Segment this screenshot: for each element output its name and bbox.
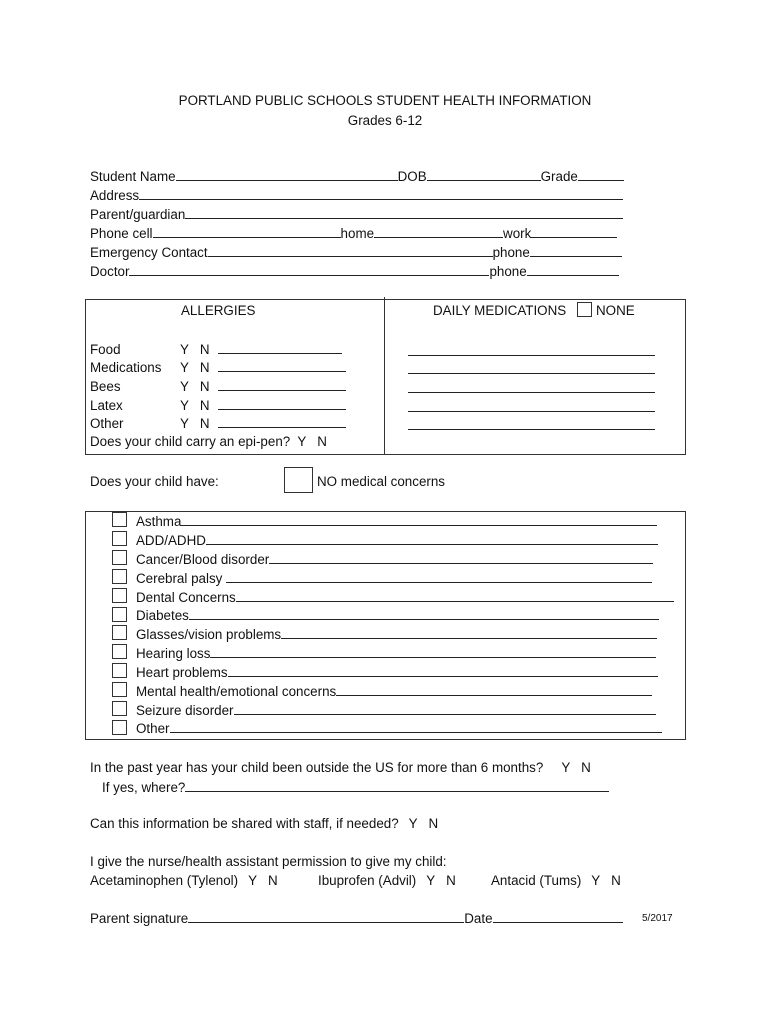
doctor-label: Doctor: [90, 264, 130, 279]
condition-item: Hearing loss: [136, 645, 656, 661]
condition-item: Asthma: [136, 513, 657, 529]
doctor-phone-label: phone: [489, 264, 527, 279]
allergy-item: Bees Y N: [90, 378, 346, 394]
condition-checkbox[interactable]: [112, 644, 127, 659]
travel-yn: Y N: [561, 760, 591, 775]
permission-med: Ibuprofen (Advil) Y N: [318, 873, 456, 888]
condition-item: Cerebral palsy: [136, 570, 652, 586]
permission-statement: I give the nurse/health assistant permission to give my child:: [90, 854, 447, 869]
parent-field[interactable]: [185, 206, 623, 219]
emergency-label: Emergency Contact: [90, 245, 208, 260]
form-subtitle: Grades 6-12: [347, 113, 423, 128]
phone-cell-label: Phone cell: [90, 226, 153, 241]
condition-item: Diabetes: [136, 607, 659, 623]
work-label: work: [503, 226, 532, 241]
student-name-label: Student Name: [90, 169, 176, 184]
conditions-question: Does your child have:: [90, 474, 219, 489]
medications-none-label: NONE: [596, 303, 635, 318]
allergy-detail-field[interactable]: [218, 397, 346, 410]
emergency-phone-label: phone: [492, 245, 530, 260]
condition-detail-field[interactable]: [181, 513, 657, 526]
travel-where-label: If yes, where?: [102, 780, 186, 795]
condition-detail-field[interactable]: [281, 626, 657, 639]
dob-field[interactable]: [427, 168, 541, 181]
home-label: home: [340, 226, 375, 241]
condition-item: Glasses/vision problems: [136, 626, 657, 642]
condition-checkbox[interactable]: [112, 720, 127, 735]
condition-detail-field[interactable]: [206, 532, 658, 545]
condition-checkbox[interactable]: [112, 607, 127, 622]
signature-field[interactable]: [188, 910, 464, 923]
allergy-item: Food Y N: [90, 341, 342, 357]
allergy-item: Latex Y N: [90, 397, 346, 413]
no-concerns-label: NO medical concerns: [317, 474, 446, 489]
condition-item: Heart problems: [136, 664, 658, 680]
allergy-item: Medications Y N: [90, 359, 346, 375]
phone-cell-field[interactable]: [153, 225, 341, 238]
condition-detail-field[interactable]: [234, 702, 656, 715]
parent-row: [90, 206, 623, 224]
condition-checkbox[interactable]: [112, 625, 127, 640]
permission-med: Acetaminophen (Tylenol) Y N: [90, 873, 278, 888]
medication-line[interactable]: [408, 411, 655, 412]
medication-line[interactable]: [408, 392, 655, 393]
condition-item: Cancer/Blood disorder: [136, 551, 653, 567]
condition-detail-field[interactable]: [269, 551, 653, 564]
signature-row: [90, 910, 623, 926]
share-question: Can this information be shared with staff, if needed?: [90, 816, 399, 831]
allergy-detail-field[interactable]: [218, 341, 342, 354]
condition-checkbox[interactable]: [112, 550, 127, 565]
home-phone-field[interactable]: [374, 225, 503, 238]
condition-item: Mental health/emotional concerns: [136, 683, 652, 699]
travel-where-row: [102, 779, 609, 795]
no-concerns-checkbox[interactable]: [284, 467, 313, 493]
condition-checkbox[interactable]: [112, 682, 127, 697]
condition-checkbox[interactable]: [112, 512, 127, 527]
dob-label: DOB: [397, 169, 427, 184]
epipen-question: Does your child carry an epi-pen? Y N: [90, 434, 327, 449]
doctor-field[interactable]: [129, 263, 489, 276]
box-divider: [384, 297, 385, 455]
grade-field[interactable]: [578, 168, 624, 181]
form-title: PORTLAND PUBLIC SCHOOLS STUDENT HEALTH INFORMATION: [178, 93, 592, 108]
doctor-phone-field[interactable]: [527, 263, 619, 276]
permission-med: Antacid (Tums) Y N: [491, 873, 621, 888]
allergies-heading: ALLERGIES: [181, 303, 256, 318]
medications-heading: DAILY MEDICATIONS: [433, 303, 567, 318]
condition-detail-field[interactable]: [236, 589, 674, 602]
signature-label: Parent signature: [90, 911, 189, 926]
condition-item: ADD/ADHD: [136, 532, 658, 548]
allergy-item: Other Y N: [90, 415, 346, 431]
share-question-row: [90, 816, 438, 831]
date-field[interactable]: [493, 910, 623, 923]
allergy-detail-field[interactable]: [218, 378, 346, 391]
condition-checkbox[interactable]: [112, 663, 127, 678]
travel-question: In the past year has your child been outside the US for more than 6 months?: [90, 760, 544, 775]
date-label: Date: [464, 911, 493, 926]
student-name-row: [90, 168, 624, 186]
medication-line[interactable]: [408, 355, 655, 356]
work-phone-field[interactable]: [531, 225, 617, 238]
condition-detail-field[interactable]: [226, 570, 652, 583]
medication-line[interactable]: [408, 373, 655, 374]
emergency-row: [90, 244, 622, 262]
condition-item: Other: [136, 720, 662, 736]
address-row: [90, 187, 623, 205]
condition-detail-field[interactable]: [210, 645, 656, 658]
emergency-phone-field[interactable]: [530, 244, 622, 257]
grade-label: Grade: [540, 169, 578, 184]
address-field[interactable]: [139, 187, 623, 200]
medication-line[interactable]: [408, 429, 655, 430]
travel-where-field[interactable]: [185, 779, 609, 792]
condition-detail-field[interactable]: [336, 683, 652, 696]
student-name-field[interactable]: [176, 168, 398, 181]
condition-checkbox[interactable]: [112, 569, 127, 584]
medications-none-checkbox[interactable]: [577, 302, 592, 317]
emergency-field[interactable]: [208, 244, 493, 257]
address-label: Address: [90, 188, 140, 203]
share-yn: Y N: [408, 816, 439, 831]
allergy-detail-field[interactable]: [218, 359, 346, 372]
condition-detail-field[interactable]: [170, 720, 662, 733]
condition-detail-field[interactable]: [228, 664, 658, 677]
condition-item: Seizure disorder: [136, 702, 656, 718]
revision-date: 5/2017: [642, 913, 673, 924]
allergies-medications-box: [85, 299, 686, 455]
travel-question-row: [90, 760, 591, 775]
condition-detail-field[interactable]: [189, 607, 659, 620]
phone-row: [90, 225, 617, 243]
parent-label: Parent/guardian: [90, 207, 186, 222]
condition-checkbox[interactable]: [112, 701, 127, 716]
condition-item: Dental Concerns: [136, 589, 674, 605]
allergy-detail-field[interactable]: [218, 415, 346, 428]
condition-checkbox[interactable]: [112, 588, 127, 603]
condition-checkbox[interactable]: [112, 531, 127, 546]
doctor-row: [90, 263, 619, 281]
